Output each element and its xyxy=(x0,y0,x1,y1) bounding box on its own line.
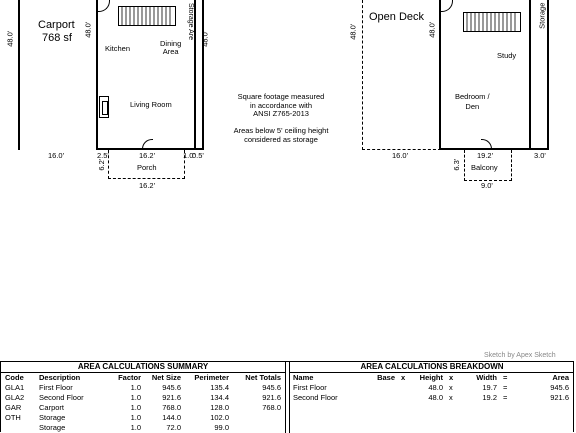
summary-cell: Storage xyxy=(39,413,66,422)
breakdown-header-row xyxy=(290,373,572,383)
breakdown-title: AREA CALCULATIONS BREAKDOWN xyxy=(290,362,574,373)
carport-label: Carport xyxy=(38,19,75,31)
summary-cell: 72.0 xyxy=(166,423,181,432)
breakdown-cell: Second Floor xyxy=(293,393,338,402)
porch-width-bottom: 16.2' xyxy=(139,181,156,190)
balcony-bottom-dim: 9.0' xyxy=(481,181,493,190)
porch-side-dim: 6.2' xyxy=(97,158,107,171)
breakdown-cell: x xyxy=(449,383,453,392)
breakdown-row xyxy=(290,393,572,403)
summary-cell: 1.0 xyxy=(130,423,141,432)
summary-cell: GLA1 xyxy=(5,383,25,392)
summary-row xyxy=(2,383,284,393)
summary-header: Net Size xyxy=(151,373,181,382)
breakdown-header: = xyxy=(503,373,508,382)
first-left-dim: 48.0' xyxy=(83,21,93,38)
breakdown-cell xyxy=(398,383,410,393)
summary-cell: GLA2 xyxy=(5,393,25,402)
summary-cell: Storage xyxy=(39,423,66,432)
summary-cell: 1.0 xyxy=(130,383,141,392)
breakdown-header: Base xyxy=(377,373,395,382)
summary-cell: 768.0 xyxy=(262,403,281,412)
summary-row xyxy=(2,393,284,403)
summary-cell: 921.6 xyxy=(162,393,181,402)
room-living: Living Room xyxy=(130,100,172,109)
summary-cell: OTH xyxy=(5,413,21,422)
stairs xyxy=(118,6,176,26)
storage-bottom-wall xyxy=(194,148,204,150)
breakdown-table xyxy=(290,373,572,403)
upper-stairs xyxy=(463,12,521,32)
deck-label: Open Deck xyxy=(369,11,425,23)
breakdown-cell: 19.7 xyxy=(482,383,497,392)
breakdown-cell: x xyxy=(449,393,453,402)
summary-cell: 134.4 xyxy=(210,393,229,402)
summary-cell: 1.0 xyxy=(130,393,141,402)
breakdown-header: x xyxy=(401,373,406,382)
breakdown-cell: 921.6 xyxy=(550,393,569,402)
room-dining: Dining Area xyxy=(160,39,182,57)
summary-cell: GAR xyxy=(5,403,22,412)
room-kitchen: Kitchen xyxy=(105,44,131,53)
upper-storage-wall xyxy=(547,0,549,150)
carport-left-wall xyxy=(18,0,20,150)
breakdown-cell: 19.2 xyxy=(482,393,497,402)
room-study: Study xyxy=(497,51,517,60)
summary-header-row xyxy=(2,373,284,383)
summary-cell: 945.6 xyxy=(162,383,181,392)
summary-cell: Carport xyxy=(39,403,65,412)
summary-cell: 1.0 xyxy=(130,413,141,422)
breakdown-cell: 48.0 xyxy=(428,393,443,402)
breakdown-cell xyxy=(398,393,410,403)
breakdown-header: Area xyxy=(552,373,569,382)
note-ceiling: Areas below 5' ceiling height considered as storage xyxy=(233,126,329,144)
summary-table xyxy=(2,373,284,433)
breakdown-cell: 945.6 xyxy=(550,383,569,392)
breakdown-header: Height xyxy=(419,373,443,382)
calc-divider xyxy=(285,362,286,433)
porch-width-top: 16.2' xyxy=(139,151,156,160)
balcony-top-dim: 19.2' xyxy=(477,151,494,160)
breakdown-cell: 48.0 xyxy=(428,383,443,392)
storage-wall xyxy=(202,0,204,150)
breakdown-header: x xyxy=(449,373,454,382)
summary-cell: 1.0 xyxy=(130,403,141,412)
summary-cell: 768.0 xyxy=(162,403,181,412)
summary-cell: Second Floor xyxy=(39,393,84,402)
upper-storage-label: Storage xyxy=(537,2,547,29)
porch-label: Porch xyxy=(137,163,157,172)
breakdown-header: Name xyxy=(293,373,314,382)
summary-row xyxy=(2,413,284,423)
balcony-label: Balcony xyxy=(471,163,498,172)
summary-cell: 99.0 xyxy=(214,423,229,432)
summary-header: Description xyxy=(39,373,81,382)
porch-dim-1-0: 1.0' xyxy=(183,151,195,160)
summary-cell: 135.4 xyxy=(210,383,229,392)
summary-cell: First Floor xyxy=(39,383,73,392)
summary-header: Perimeter xyxy=(194,373,229,382)
first-right-dim: 48.0' xyxy=(200,30,210,47)
summary-header: Code xyxy=(5,373,24,382)
house-right-wall xyxy=(194,0,196,150)
upper-left-dim: 48.0' xyxy=(427,21,437,38)
summary-header: Net Totals xyxy=(245,373,281,382)
porch-door-swing xyxy=(142,139,153,150)
storage-label: Storage Are xyxy=(186,3,194,40)
deck-width-dim: 16.0' xyxy=(392,151,409,160)
breakdown-cell: = xyxy=(503,383,508,392)
balcony-side-dim: 6.3' xyxy=(452,158,462,171)
upper-right-width: 3.0' xyxy=(534,151,546,160)
summary-cell: 921.6 xyxy=(262,393,281,402)
summary-cell: 102.0 xyxy=(210,413,229,422)
summary-row xyxy=(2,403,284,413)
fireplace-icon xyxy=(99,96,109,118)
upper-door-swing xyxy=(441,0,453,12)
breakdown-cell: First Floor xyxy=(293,383,327,392)
porch-dim-2-5: 2.5' xyxy=(97,151,109,160)
balcony-door-swing xyxy=(481,139,492,150)
carport-height-dim: 48.0' xyxy=(5,30,15,47)
calc-panel xyxy=(0,361,574,432)
summary-cell: 945.6 xyxy=(262,383,281,392)
summary-header: Factor xyxy=(118,373,141,382)
door-swing xyxy=(98,0,110,12)
porch-dim-0-5: 0.5' xyxy=(192,151,204,160)
breakdown-cell: = xyxy=(503,393,508,402)
summary-cell xyxy=(232,413,284,423)
breakdown-header: Width xyxy=(476,373,497,382)
breakdown-cell xyxy=(362,393,398,403)
sketch-credit: Sketch by Apex Sketch xyxy=(484,352,556,359)
summary-cell: 144.0 xyxy=(162,413,181,422)
note-measurement: Square footage measured in accordance with ANSI Z765-2013 xyxy=(237,92,325,119)
house-left-wall xyxy=(96,0,98,150)
carport-area: 768 sf xyxy=(42,32,72,44)
summary-title: AREA CALCULATIONS SUMMARY xyxy=(1,362,285,373)
room-bedroom: Bedroom / Den xyxy=(455,92,490,111)
summary-cell: 128.0 xyxy=(210,403,229,412)
upper-left-wall xyxy=(439,0,441,150)
breakdown-cell xyxy=(362,383,398,393)
deck-height-dim: 48.0' xyxy=(348,23,358,40)
carport-width-dim: 16.0' xyxy=(48,151,65,160)
upper-right-wall xyxy=(529,0,531,150)
breakdown-row xyxy=(290,383,572,393)
